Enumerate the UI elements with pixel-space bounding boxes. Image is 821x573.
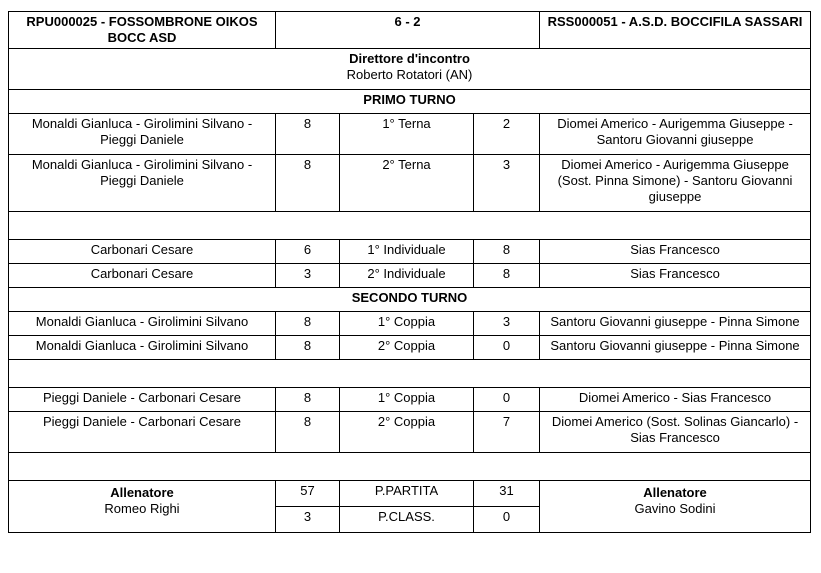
home-players: Pieggi Daniele - Carbonari Cesare <box>9 412 276 453</box>
game-label: 1° Terna <box>340 114 474 155</box>
home-score: 8 <box>276 388 340 412</box>
game-label: 2° Individuale <box>340 264 474 288</box>
match-row <box>9 114 811 155</box>
home-team: RPU000025 - FOSSOMBRONE OIKOS BOCC ASD <box>9 12 276 49</box>
away-coach-cell <box>540 481 811 533</box>
away-class-points: 0 <box>474 507 540 533</box>
spacer-row <box>9 453 811 481</box>
away-score: 2 <box>474 114 540 155</box>
home-score: 8 <box>276 312 340 336</box>
away-players: Diomei Americo - Aurigemma Giuseppe (Sost. Pinna Simone) - Santoru Giovanni giuseppe <box>540 155 811 212</box>
home-score: 8 <box>276 412 340 453</box>
game-label: 2° Coppia <box>340 412 474 453</box>
away-players: Diomei Americo - Sias Francesco <box>540 388 811 412</box>
game-label: 1° Coppia <box>340 388 474 412</box>
away-score: 0 <box>474 388 540 412</box>
home-score: 8 <box>276 155 340 212</box>
away-score: 3 <box>474 312 540 336</box>
away-players: Diomei Americo (Sost. Solinas Giancarlo) - Sias Francesco <box>540 412 811 453</box>
away-score: 8 <box>474 240 540 264</box>
referee-label: Direttore d'incontro <box>349 51 470 66</box>
section-row <box>9 288 811 312</box>
match-report-table <box>8 11 811 533</box>
home-score: 8 <box>276 336 340 360</box>
referee-row <box>9 49 811 90</box>
away-score: 8 <box>474 264 540 288</box>
referee-name: Roberto Rotatori (AN) <box>346 67 473 82</box>
away-players: Santoru Giovanni giuseppe - Pinna Simone <box>540 312 811 336</box>
away-coach-label: Allenatore <box>643 485 707 500</box>
home-class-points: 3 <box>276 507 340 533</box>
match-row <box>9 388 811 412</box>
home-players: Carbonari Cesare <box>9 264 276 288</box>
away-coach-name: Gavino Sodini <box>634 501 716 516</box>
spacer-row <box>9 360 811 388</box>
totals-row-partita <box>9 481 811 507</box>
home-score: 8 <box>276 114 340 155</box>
away-partita-points: 31 <box>474 481 540 507</box>
spacer-cell <box>9 453 811 481</box>
section-title-primo-turno: PRIMO TURNO <box>9 90 811 114</box>
home-players: Pieggi Daniele - Carbonari Cesare <box>9 388 276 412</box>
match-row <box>9 336 811 360</box>
classifica-label: P.CLASS. <box>340 507 474 533</box>
section-row <box>9 90 811 114</box>
partita-label: P.PARTITA <box>340 481 474 507</box>
away-players: Santoru Giovanni giuseppe - Pinna Simone <box>540 336 811 360</box>
game-label: 1° Individuale <box>340 240 474 264</box>
match-score: 6 - 2 <box>276 12 540 49</box>
home-players: Carbonari Cesare <box>9 240 276 264</box>
home-coach-label: Allenatore <box>110 485 174 500</box>
away-score: 0 <box>474 336 540 360</box>
section-title-secondo-turno: SECONDO TURNO <box>9 288 811 312</box>
match-row <box>9 264 811 288</box>
home-coach-name: Romeo Righi <box>104 501 180 516</box>
referee-cell <box>9 49 811 90</box>
spacer-row <box>9 212 811 240</box>
game-label: 2° Coppia <box>340 336 474 360</box>
away-score: 7 <box>474 412 540 453</box>
home-players: Monaldi Gianluca - Girolimini Silvano <box>9 312 276 336</box>
match-row <box>9 412 811 453</box>
spacer-cell <box>9 212 811 240</box>
home-partita-points: 57 <box>276 481 340 507</box>
away-score: 3 <box>474 155 540 212</box>
home-score: 3 <box>276 264 340 288</box>
match-row <box>9 155 811 212</box>
away-players: Sias Francesco <box>540 240 811 264</box>
home-score: 6 <box>276 240 340 264</box>
game-label: 2° Terna <box>340 155 474 212</box>
away-team: RSS000051 - A.S.D. BOCCIFILA SASSARI <box>540 12 811 49</box>
match-row <box>9 240 811 264</box>
away-players: Sias Francesco <box>540 264 811 288</box>
home-players: Monaldi Gianluca - Girolimini Silvano <box>9 336 276 360</box>
spacer-cell <box>9 360 811 388</box>
away-players: Diomei Americo - Aurigemma Giuseppe - Santoru Giovanni giuseppe <box>540 114 811 155</box>
game-label: 1° Coppia <box>340 312 474 336</box>
home-coach-cell <box>9 481 276 533</box>
match-header-row <box>9 12 811 49</box>
home-players: Monaldi Gianluca - Girolimini Silvano - Pieggi Daniele <box>9 114 276 155</box>
match-row <box>9 312 811 336</box>
home-players: Monaldi Gianluca - Girolimini Silvano - Pieggi Daniele <box>9 155 276 212</box>
